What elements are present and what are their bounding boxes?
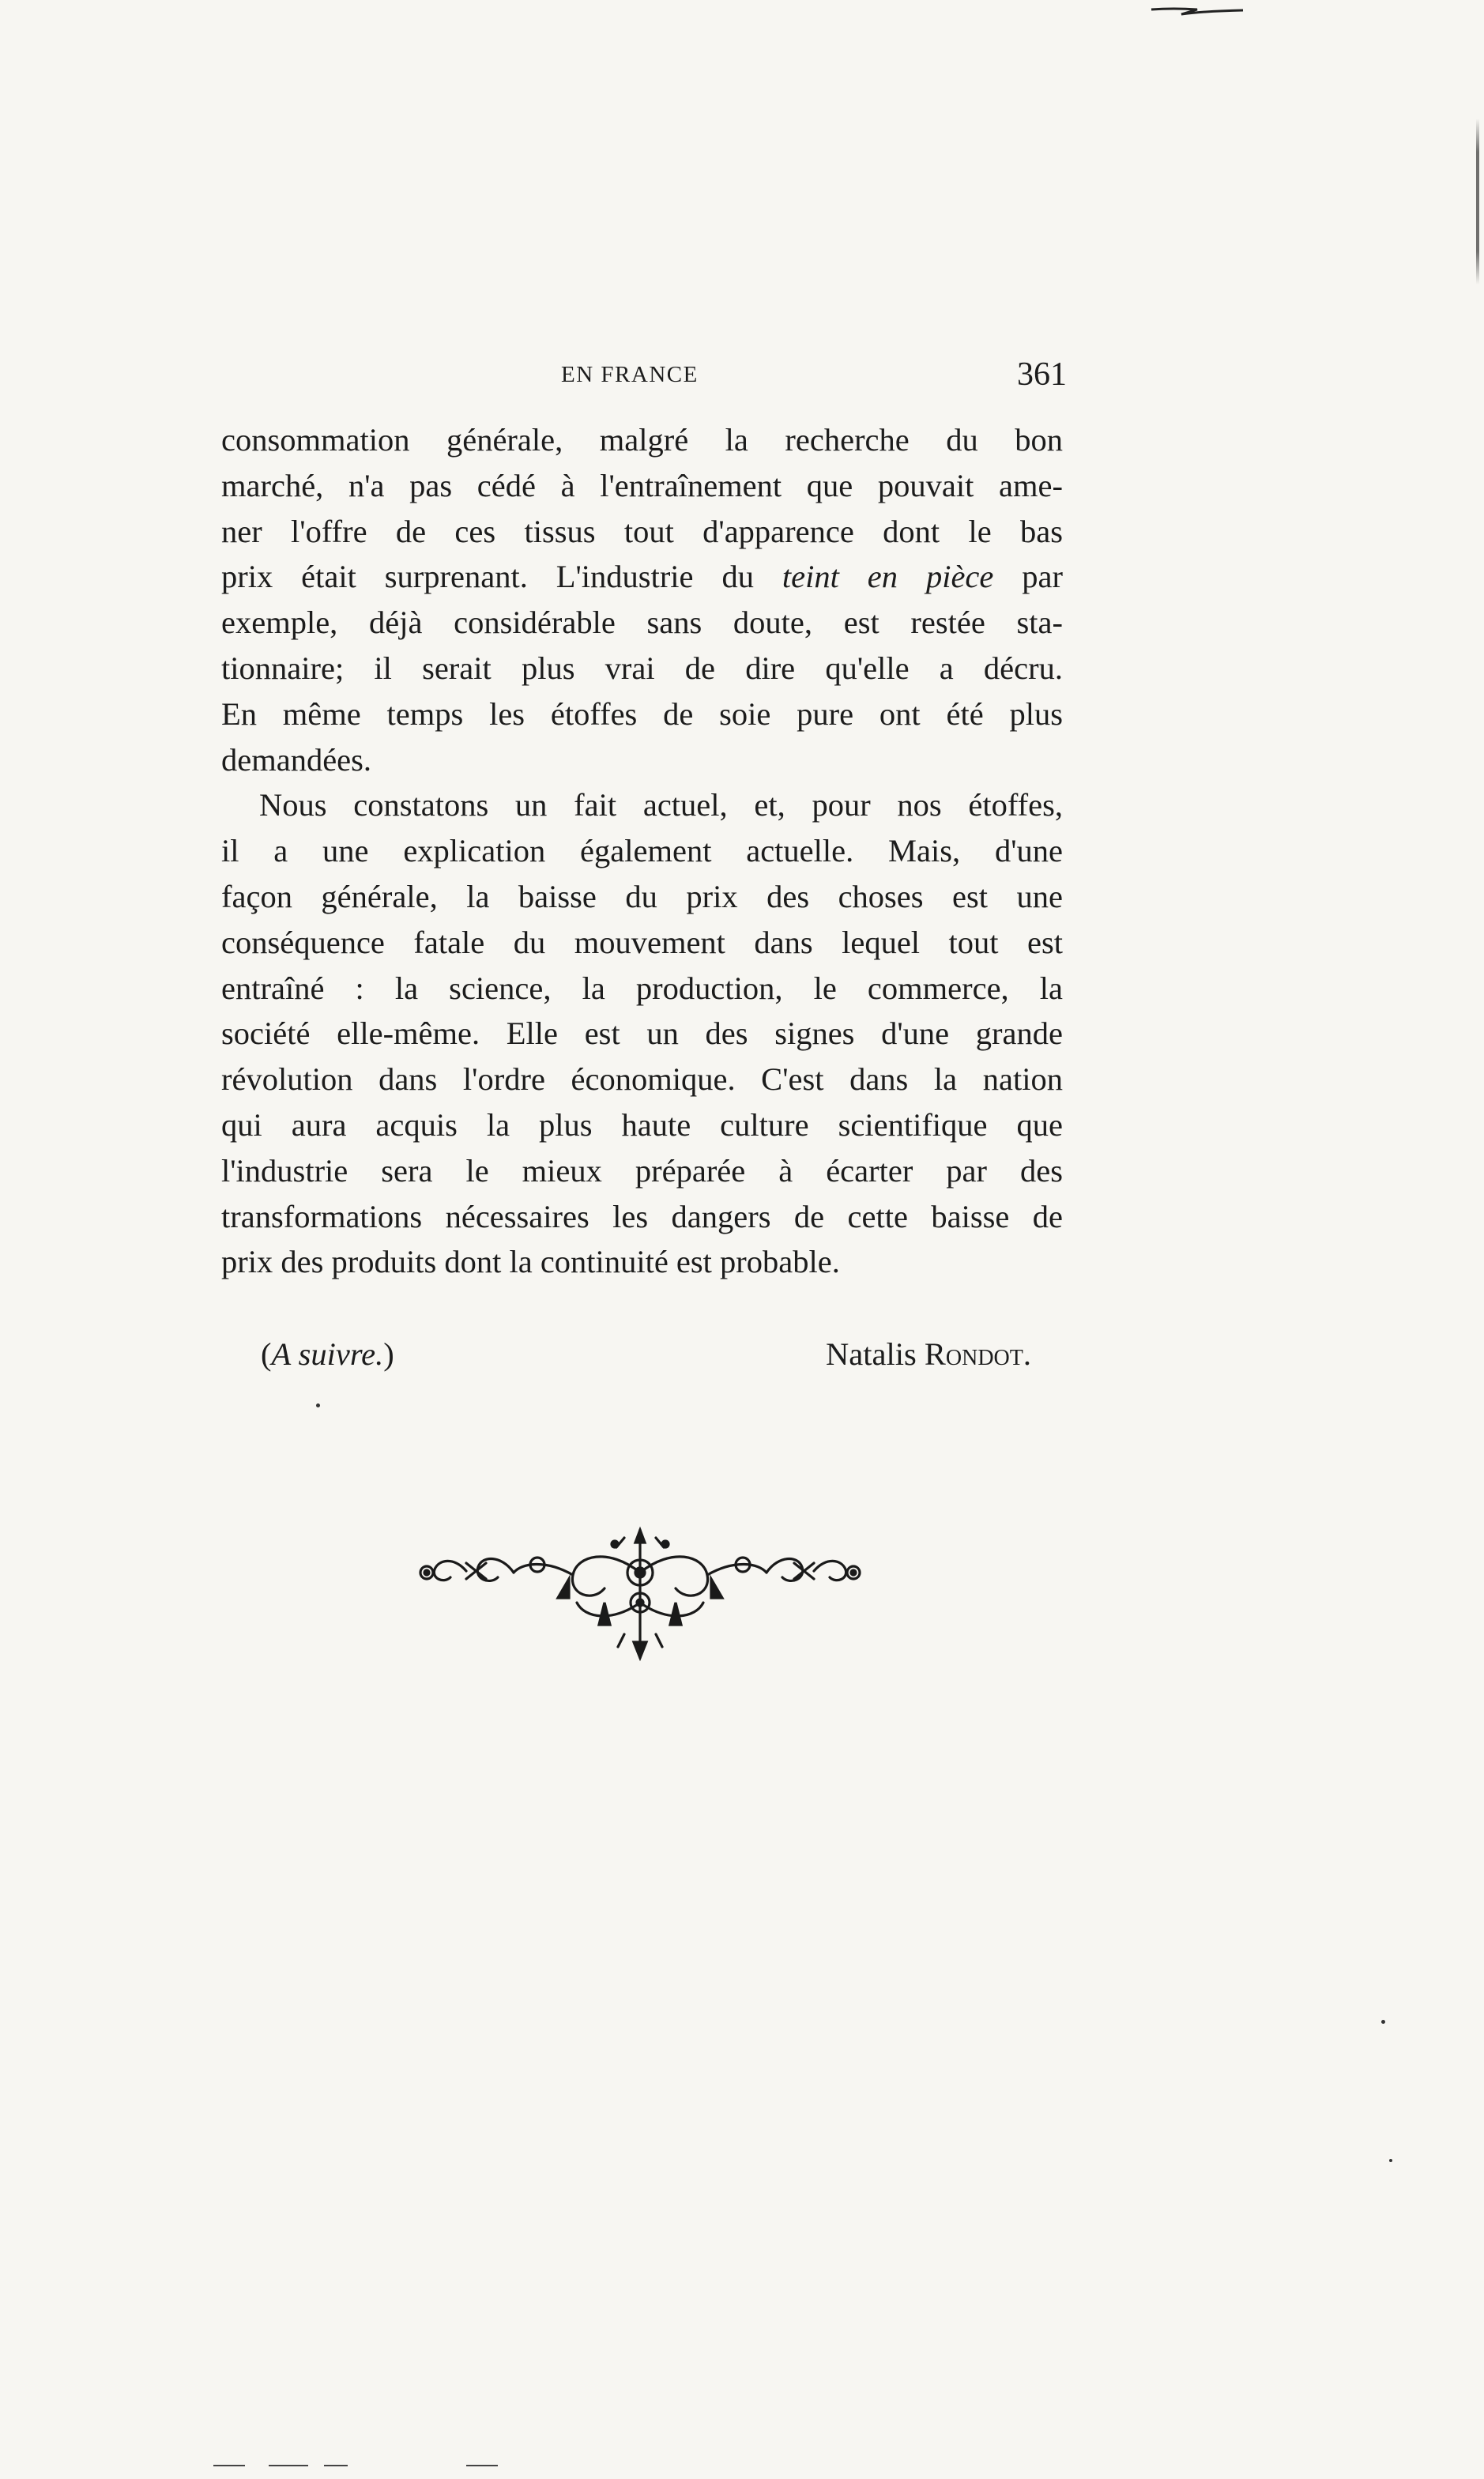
text-segment: par: [1022, 559, 1064, 595]
to-be-continued-text: A suivre.: [271, 1336, 384, 1372]
text-line: Nous constatons un fait actuel, et, pour nos étoffes,: [259, 787, 1063, 823]
text-line: exemple, déjà considérable sans doute, est restée sta-: [221, 605, 1063, 641]
text-line: société elle-même. Elle est un des signes d'une grande: [221, 1015, 1063, 1052]
author-name: [826, 1336, 1031, 1373]
running-header: [221, 356, 1067, 394]
scan-edge: [1476, 119, 1479, 284]
text-line: qui aura acquis la plus haute culture scientifique que: [221, 1106, 1063, 1143]
speck: [1381, 2020, 1385, 2024]
text-line: façon générale, la baisse du prix des choses est une: [221, 878, 1063, 914]
signoff: [261, 1336, 1031, 1383]
paren-close: ): [383, 1336, 394, 1372]
text-line: tionnaire; il serait plus vrai de dire qu'elle a décru.: [221, 650, 1063, 686]
paren-open: (: [261, 1336, 272, 1372]
author-last-name: Rondot.: [924, 1336, 1031, 1372]
to-be-continued: [261, 1336, 394, 1373]
running-title: EN FRANCE: [561, 362, 699, 387]
text-line: révolution dans l'ordre économique. C'est dans la nation: [221, 1061, 1063, 1098]
text-line: entraîné : la science, la production, le commerce, la: [221, 970, 1063, 1006]
text-line: il a une explication également actuelle. Mais, d'une: [221, 833, 1063, 869]
body-text: [221, 417, 1063, 1285]
text-segment: prix était surprenant. L'industrie du: [221, 559, 754, 595]
scan-mark: [1150, 6, 1245, 17]
text-line: consommation générale, malgré la recherche du bon: [221, 422, 1063, 458]
text-line: transformations nécessaires les dangers de cette baisse de: [221, 1198, 1063, 1234]
text-line: conséquence fatale du mouvement dans lequel tout est: [221, 924, 1063, 960]
text-line: marché, n'a pas cédé à l'entraînement que pouvait ame-: [221, 467, 1063, 503]
author-first-name: Natalis: [826, 1336, 917, 1372]
speck: [1389, 2159, 1392, 2162]
floral-fleuron-icon: [411, 1524, 869, 1666]
speck: [316, 1403, 320, 1407]
italic-term: teint en pièce: [782, 559, 994, 595]
text-line: demandées.: [221, 741, 372, 778]
text-line: l'industrie sera le mieux préparée à écarter par des: [221, 1152, 1063, 1189]
text-line: ner l'offre de ces tissus tout d'apparence dont le bas: [221, 513, 1063, 549]
scan-dashes: [213, 2464, 498, 2467]
text-line: En même temps les étoffes de soie pure ont été plus: [221, 695, 1063, 732]
page-number: 361: [1017, 356, 1067, 393]
text-line-with-italic: [221, 554, 1063, 600]
text-line: prix des produits dont la continuité est probable.: [221, 1244, 840, 1280]
